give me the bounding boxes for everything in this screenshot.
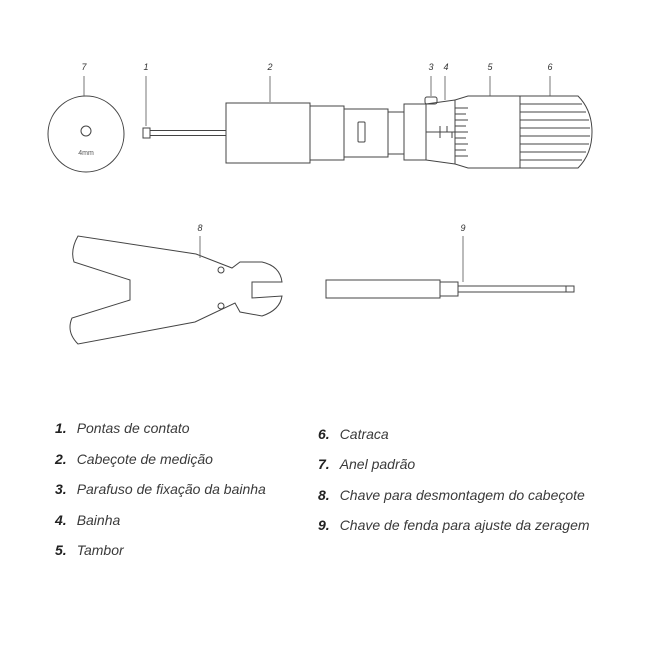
callout-8: 8 [197,223,203,233]
legend-label: Catraca [339,426,389,442]
legend-number: 3. [55,481,67,497]
legend-number: 6. [318,426,330,442]
zeroing-screwdriver [326,280,574,298]
callout-5: 5 [487,62,493,72]
legend-number: 5. [55,542,67,558]
legend-number: 9. [318,517,330,533]
legend-item-7 [318,456,415,472]
measuring-head [226,103,404,163]
legend-label: Chave para desmontagem do cabeçote [339,487,585,503]
legend-item-3 [55,481,266,497]
legend-label: Chave de fenda para ajuste da zeragem [339,517,590,533]
legend-number: 1. [55,420,67,436]
legend-number: 4. [55,512,67,528]
legend-label: Pontas de contato [76,420,190,436]
legend-label: Parafuso de fixação da bainha [76,481,266,497]
callout-4: 4 [443,62,449,72]
standard-ring [48,96,124,172]
callout-7: 7 [81,62,87,72]
legend-item-6 [318,426,389,442]
legend-label: Anel padrão [339,456,416,472]
legend-number: 7. [318,456,330,472]
contact-tips [143,128,226,138]
ratchet [520,96,592,168]
legend-item-8 [318,487,585,503]
thimble [455,96,520,168]
legend-item-1 [55,420,190,436]
ring-size-label: 4mm [78,150,94,157]
legend-item-4 [55,512,120,528]
disassembly-wrench [70,236,282,344]
legend-label: Cabeçote de medição [76,451,213,467]
callout-2: 2 [267,62,273,72]
legend-item-2 [55,451,213,467]
callout-9: 9 [460,223,466,233]
legend-item-5 [55,542,124,558]
legend-number: 2. [55,451,67,467]
legend-label: Bainha [76,512,121,528]
legend-number: 8. [318,487,330,503]
callout-6: 6 [547,62,553,72]
callout-3: 3 [428,62,434,72]
callout-1: 1 [143,62,149,72]
legend-item-9 [318,517,590,533]
legend-label: Tambor [76,542,124,558]
sleeve [404,97,455,164]
